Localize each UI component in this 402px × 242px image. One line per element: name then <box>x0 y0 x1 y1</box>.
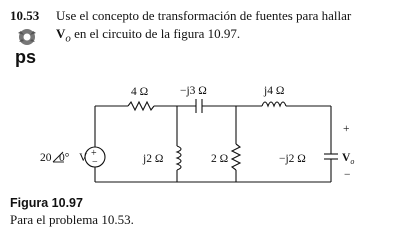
source-unit: V <box>79 152 88 164</box>
vo-label-sub: o <box>350 157 355 166</box>
label-2ohm: 2 Ω <box>211 153 229 165</box>
label-minus-j2ohm: −j2 Ω <box>279 153 306 165</box>
label-minus-j3ohm: −j3 Ω <box>180 85 207 97</box>
label-j2ohm: j2 Ω <box>143 153 164 165</box>
ps-logo-text: ps <box>15 47 37 67</box>
vo-label <box>342 152 354 166</box>
source-magnitude: 20 <box>40 152 52 164</box>
vo-subscript: o <box>65 32 71 45</box>
source-plus: + <box>91 148 97 159</box>
resistor-4ohm <box>128 102 154 110</box>
problem-text-line2 <box>56 26 240 45</box>
label-j4ohm: j4 Ω <box>264 85 285 97</box>
figure-subcaption: Para el problema 10.53. <box>10 212 134 227</box>
vo-plus: + <box>343 123 350 135</box>
circuit-diagram <box>0 80 402 192</box>
source-minus: − <box>92 157 98 168</box>
problem-number: 10.53 <box>10 8 40 23</box>
vo-variable: V <box>56 26 66 41</box>
inductor-top <box>262 102 286 106</box>
vo-label-var: V <box>342 152 351 164</box>
source-angle: 0° <box>59 152 70 164</box>
vo-minus: − <box>344 169 351 181</box>
figure-caption: Figura 10.97 <box>10 196 83 210</box>
label-4ohm: 4 Ω <box>131 86 149 98</box>
resistor-2ohm <box>232 144 240 170</box>
ps-logo-icon <box>12 27 42 67</box>
inductor-shunt <box>177 146 181 170</box>
gear-icon <box>18 29 36 45</box>
problem-text-line2-rest: en el circuito de la figura 10.97. <box>70 26 241 41</box>
problem-text-line1: Use el concepto de transformación de fuentes para hallar <box>56 8 352 23</box>
